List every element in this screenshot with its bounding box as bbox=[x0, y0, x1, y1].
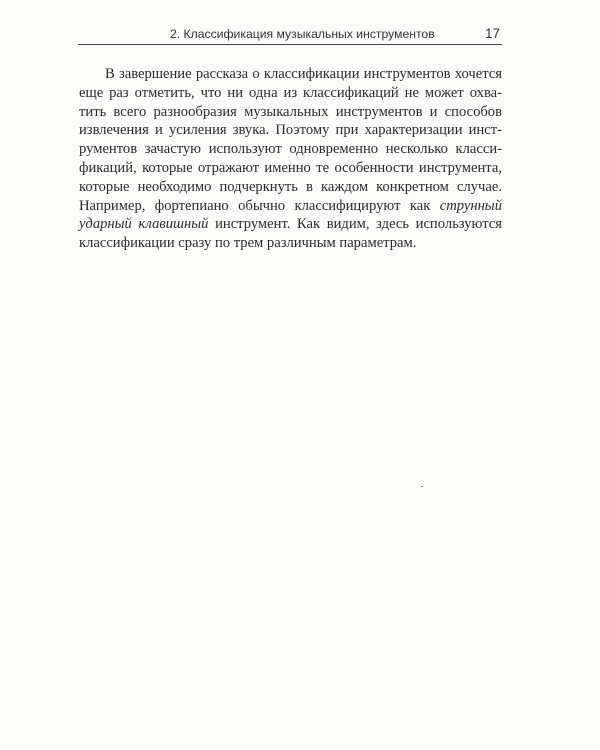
paragraph-line: рументов зачастую используют одновременно несколько класси- bbox=[79, 141, 502, 158]
body-paragraph bbox=[79, 65, 502, 253]
scan-speck bbox=[421, 486, 423, 487]
page-number: 17 bbox=[484, 26, 500, 41]
italic-term: ударный клавишный bbox=[79, 216, 209, 233]
running-header bbox=[78, 22, 502, 45]
paragraph-line: извлечения и усиления звука. Поэтому при характеризации инст- bbox=[79, 122, 502, 139]
paragraph-line: тить всего разнообразия музыкальных инструментов и способов bbox=[79, 103, 502, 120]
paragraph-line: еще раз отметить, что ни одна из классификаций не может охва- bbox=[79, 84, 502, 101]
paragraph-line: ударный клавишный инструмент. Как видим, здесь используются bbox=[79, 216, 502, 233]
paragraph-line: В завершение рассказа о классификации инструментов хочется bbox=[105, 66, 502, 82]
paragraph-line: фикаций, которые отражают именно те особенности инструмента, bbox=[79, 159, 502, 176]
paragraph-line: которые необходимо подчеркнуть в каждом конкретном случае. bbox=[79, 178, 502, 195]
paragraph-line: классификации сразу по трем различным параметрам. bbox=[79, 235, 417, 252]
running-title: 2. Классификация музыкальных инструментов bbox=[170, 27, 435, 41]
paragraph-line: Например, фортепиано обычно классифицируют как струнный bbox=[79, 197, 502, 214]
italic-term: струнный bbox=[439, 197, 502, 214]
